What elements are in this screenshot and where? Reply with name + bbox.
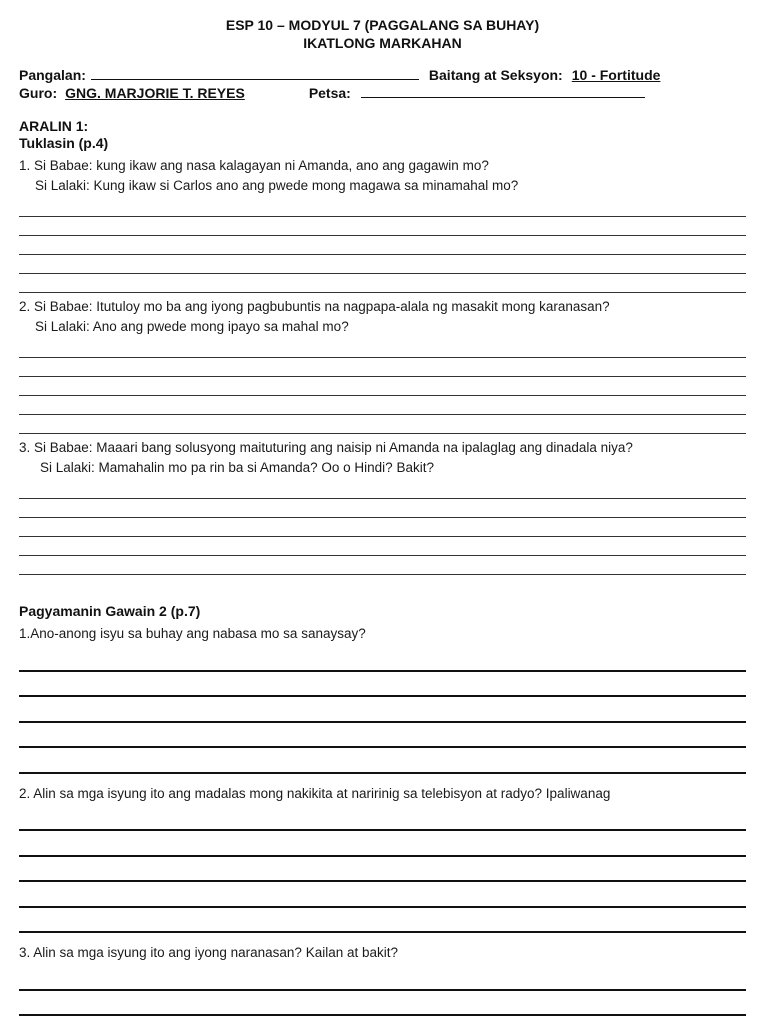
answer-line[interactable]: [19, 339, 746, 358]
answer-line[interactable]: [19, 217, 746, 236]
aralin-question-2: [19, 297, 746, 434]
answer-line[interactable]: [19, 255, 746, 274]
date-label: Petsa:: [308, 85, 351, 101]
answer-line[interactable]: [19, 518, 746, 537]
name-blank-field[interactable]: [91, 66, 419, 80]
answer-line[interactable]: [19, 556, 746, 575]
pagyamanin-question-2: [19, 784, 746, 934]
answer-line[interactable]: [19, 236, 746, 255]
answer-line[interactable]: [19, 908, 746, 934]
grade-section-label: Baitang at Seksyon:: [428, 67, 563, 83]
answer-line[interactable]: [19, 672, 746, 698]
answer-area[interactable]: [19, 965, 746, 1016]
question-subtext: Si Lalaki: Kung ikaw si Carlos ano ang pwede mong magawa sa minamahal mo?: [35, 178, 519, 193]
answer-line[interactable]: [19, 499, 746, 518]
teacher-date-row: [19, 84, 746, 102]
answer-line[interactable]: [19, 646, 746, 672]
answer-line[interactable]: [19, 991, 746, 1017]
answer-line[interactable]: [19, 377, 746, 396]
answer-line[interactable]: [19, 882, 746, 908]
tuklasin-subtitle: Tuklasin (p.4): [19, 135, 109, 151]
grade-section-value: 10 - Fortitude: [571, 67, 661, 83]
teacher-label: Guro:: [19, 85, 58, 101]
answer-area[interactable]: [19, 198, 746, 293]
question-text: 3. Alin sa mga isyung ito ang iyong naranasan? Kailan at bakit?: [19, 945, 399, 960]
answer-area[interactable]: [19, 339, 746, 434]
answer-line[interactable]: [19, 274, 746, 293]
aralin-title: ARALIN 1:: [19, 118, 89, 134]
answer-line[interactable]: [19, 198, 746, 217]
answer-area[interactable]: [19, 480, 746, 575]
question-text: 2. Alin sa mga isyung ito ang madalas mong nakikita at naririnig sa telebisyon at radyo? Ipaliwanag: [19, 785, 611, 801]
answer-line[interactable]: [19, 480, 746, 499]
answer-line[interactable]: [19, 697, 746, 723]
answer-area[interactable]: [19, 806, 746, 934]
date-blank-field[interactable]: [361, 84, 645, 98]
answer-line[interactable]: [19, 537, 746, 556]
worksheet-subtitle: IKATLONG MARKAHAN: [303, 35, 462, 51]
name-label: Pangalan:: [19, 67, 86, 83]
pagyamanin-title: Pagyamanin Gawain 2 (p.7): [19, 603, 201, 619]
teacher-value: GNG. MARJORIE T. REYES: [65, 85, 245, 101]
pagyamanin-question-3: [19, 943, 746, 1016]
name-grade-row: [19, 66, 746, 84]
answer-line[interactable]: [19, 723, 746, 749]
aralin-question-1: [19, 156, 746, 293]
answer-line[interactable]: [19, 965, 746, 991]
question-text: 3. Si Babae: Maaari bang solusyong maituturing ang naisip ni Amanda na ipalaglag ang dinadala niya?: [19, 440, 633, 455]
answer-area[interactable]: [19, 646, 746, 774]
worksheet-title: ESP 10 – MODYUL 7 (PAGGALANG SA BUHAY): [225, 17, 540, 33]
answer-line[interactable]: [19, 358, 746, 377]
answer-line[interactable]: [19, 396, 746, 415]
question-subtext: Si Lalaki: Mamahalin mo pa rin ba si Amanda? Oo o Hindi? Bakit?: [40, 460, 434, 475]
aralin-question-3: [19, 438, 746, 575]
answer-line[interactable]: [19, 415, 746, 434]
question-subtext: Si Lalaki: Ano ang pwede mong ipayo sa mahal mo?: [35, 319, 349, 334]
answer-line[interactable]: [19, 748, 746, 774]
answer-line[interactable]: [19, 857, 746, 883]
answer-line[interactable]: [19, 806, 746, 832]
answer-line[interactable]: [19, 831, 746, 857]
pagyamanin-question-1: [19, 624, 746, 774]
question-text: 1.Ano-anong isyu sa buhay ang nabasa mo sa sanaysay?: [19, 626, 366, 641]
question-text: 1. Si Babae: kung ikaw ang nasa kalagayan ni Amanda, ano ang gagawin mo?: [19, 158, 489, 173]
question-text: 2. Si Babae: Itutuloy mo ba ang iyong pagbubuntis na nagpapa-alala ng masakit mong karanasan?: [19, 299, 610, 314]
worksheet-header: [19, 16, 746, 52]
